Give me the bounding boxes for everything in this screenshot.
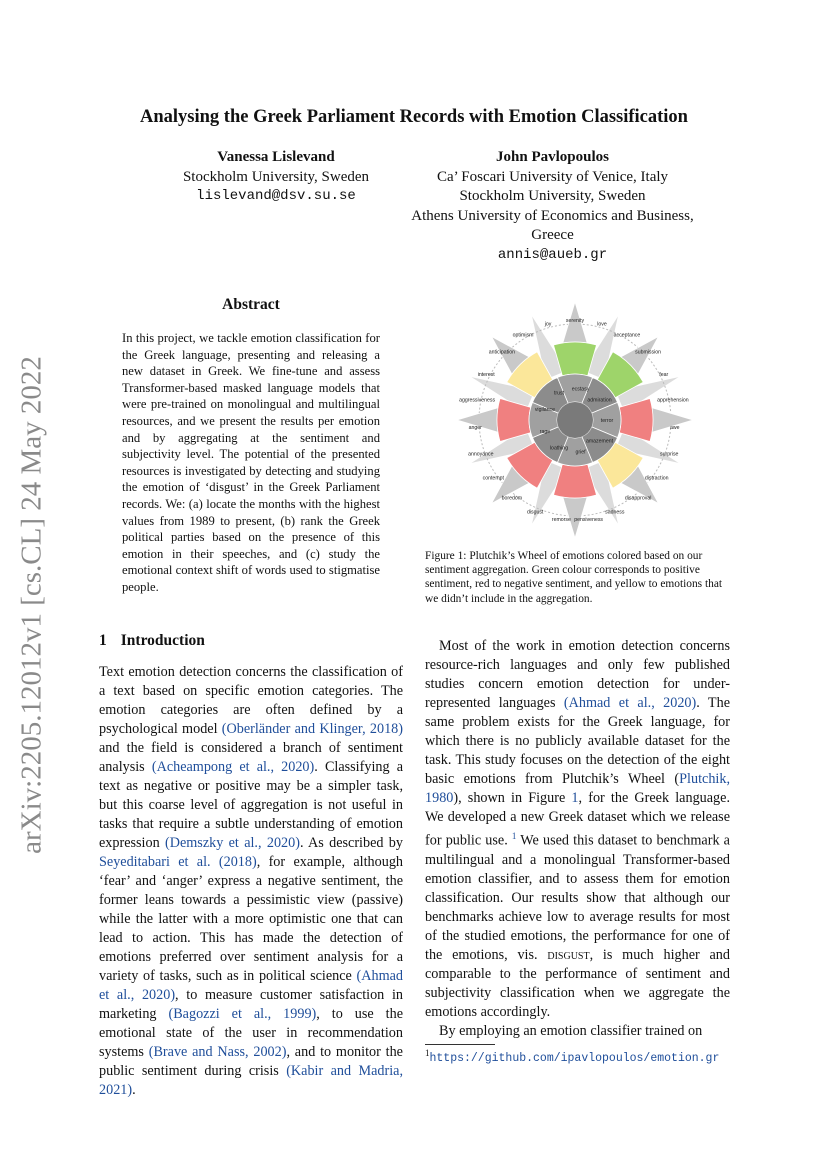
footnote bbox=[425, 1046, 730, 1067]
wheel-label: sadness bbox=[605, 509, 625, 516]
author-block-2 bbox=[390, 148, 715, 265]
footnote-mark: 1 bbox=[425, 1048, 430, 1058]
author-affiliation: Ca’ Foscari University of Venice, Italy bbox=[436, 168, 669, 185]
wheel-core bbox=[557, 402, 593, 438]
footnote-ref[interactable]: 1 bbox=[511, 831, 517, 841]
wheel-label: terror bbox=[600, 418, 614, 424]
citation-link[interactable]: Seyeditabari et al. (2018) bbox=[99, 854, 257, 870]
citation-link[interactable]: 1 bbox=[571, 790, 579, 806]
wheel-label: annoyance bbox=[468, 451, 494, 458]
text-run: . As described by bbox=[299, 835, 403, 851]
right-column bbox=[425, 637, 730, 1041]
text-run: . bbox=[132, 1082, 136, 1098]
figure-caption bbox=[425, 549, 730, 606]
paragraph-intro-right-2: By employing an emotion classifier trained on bbox=[439, 1022, 703, 1039]
wheel-label: serenity bbox=[565, 318, 585, 324]
abstract-text: In this project, we tackle emotion classification for the Greek language, presenting and releasing a new dataset in Greek. We fine-tune and assess Transformer-based masked language models that were pre-trained on monolingual and multilingual resources, and we present the results per emotion and by aggregating at the sentiment and subjectivity level. The potential of the presented resources is investigated by detecting and studying the emotion of ‘disgust’ in the Greek Parliament records. We: (a) locate the months with the highest values from 1989 to present, (b) rank the Greek political parties based on the presence of this emotion in their speeches, and (c) study the emotional context shift of words used to stigmatise people. bbox=[122, 331, 380, 594]
wheel-label: surprise bbox=[659, 451, 679, 458]
emotion-term: disgust bbox=[547, 946, 590, 963]
wheel-label: admiration bbox=[587, 397, 612, 404]
wheel-label: anger bbox=[468, 424, 482, 431]
figure-caption-text: Plutchik’s Wheel of emotions colored based on our sentiment aggregation. Green colour corresponds to positive sentiment, red to negative sentiment, and yellow to emotions that we didn’t include in the aggregation. bbox=[425, 550, 723, 605]
text-run: . Classifying a text as negative or positive may be a simpler task, but this coarse level of aggregation is not useful in tasks that require a subtle understanding of emotion expression bbox=[99, 759, 403, 851]
plutchik-wheel-figure bbox=[455, 300, 695, 540]
author-email: annis@aueb.gr bbox=[497, 246, 608, 263]
paragraph-intro-right bbox=[425, 637, 730, 1022]
wheel-label: loathing bbox=[549, 445, 569, 452]
text-run: . The same problem exists for the Greek language, for which there is no publicly available dataset for the task. This study focuses on the detection of the eight basic emotions from Plutchik’s Wheel ( bbox=[425, 695, 730, 787]
author-affiliation: Greece bbox=[531, 227, 574, 243]
wheel-label: rage bbox=[539, 428, 551, 435]
author-affiliation: Stockholm University, Sweden bbox=[182, 168, 370, 185]
citation-link[interactable]: (Ahmad et al., 2020) bbox=[563, 695, 697, 711]
wheel-label: anticipation bbox=[488, 349, 516, 356]
text-run: Text emotion detection concerns the classification of a text based on specific emotion categories. The emotion categories are often defined by a psychological model bbox=[99, 664, 403, 737]
left-column bbox=[99, 663, 403, 1100]
footnote-url[interactable]: https://github.com/ipavlopoulos/emotion.gr bbox=[429, 1052, 720, 1065]
wheel-label: grief bbox=[575, 449, 586, 456]
author-block-1 bbox=[170, 148, 382, 207]
text-run: and the field is considered a branch of sentiment analysis bbox=[99, 740, 403, 775]
author-affiliation: Stockholm University, Sweden bbox=[459, 188, 646, 204]
text-run: ), shown in Figure bbox=[453, 790, 572, 806]
wheel-label: disgust bbox=[526, 509, 544, 516]
wheel-label: disapproval bbox=[624, 495, 652, 502]
wheel-label: contempt bbox=[482, 475, 504, 482]
author-name: Vanessa Lislevand bbox=[217, 149, 335, 165]
text-run: We used this dataset to benchmark a multilingual and a monolingual Transformer-based emotion classifier, and to assess them for emotion classification. Our results show that although our benchmarks achieve low to average results for most of the studied emotions, the performance for one of the emotions, vis. bbox=[425, 832, 730, 963]
citation-link[interactable]: Plutchik, 1980 bbox=[425, 771, 730, 806]
wheel-label: aggressiveness bbox=[459, 397, 496, 404]
paper-title: Analysing the Greek Parliament Records with Emotion Classification bbox=[140, 107, 688, 127]
author-email: lislevand@dsv.su.se bbox=[196, 188, 356, 204]
wheel-label: vigilance bbox=[534, 407, 556, 414]
wheel-label: acceptance bbox=[613, 332, 641, 339]
text-run: , for example, although ‘fear’ and ‘anger’ express a negative sentiment, the former leans towards a pessimistic view (passive) while the latter with a more optimistic one that can lead to action. This has made the detection of emotions preferred over sentiment analysis for a variety of tasks, such as in political science bbox=[99, 854, 404, 984]
wheel-label: pensiveness bbox=[574, 517, 604, 524]
text-run: , and to monitor the public sentiment during crisis bbox=[99, 1044, 403, 1079]
author-affiliation: Athens University of Economics and Business, bbox=[411, 207, 694, 224]
wheel-label: trust bbox=[553, 390, 565, 397]
abstract-heading: Abstract bbox=[222, 296, 280, 313]
citation-link[interactable]: (Bagozzi et al., 1999) bbox=[168, 1006, 317, 1022]
text-run: , to use the emotional state of the user in recommendation systems bbox=[99, 1006, 403, 1060]
citation-link[interactable]: (Acheampong et al., 2020) bbox=[151, 759, 315, 775]
arxiv-side-identifier: arXiv:2205.12012v1 [cs.CL] 24 May 2022 bbox=[15, 356, 48, 854]
text-run: , is much higher and comparable to the performance of sentiment and subjectivity classification when we aggregate the emotions accordingly. bbox=[425, 946, 730, 1020]
text-run: , to measure customer satisfaction in marketing bbox=[99, 987, 403, 1022]
wheel-label: fear bbox=[659, 371, 669, 378]
wheel-label: joy bbox=[544, 321, 552, 328]
text-run: , for the Greek language. We developed a new Greek dataset which we release for public use. bbox=[425, 790, 730, 849]
wheel-label: love bbox=[597, 321, 607, 328]
wheel-label: optimism bbox=[512, 332, 534, 339]
wheel-label: submission bbox=[635, 349, 662, 356]
wheel-label: ecstasy bbox=[571, 386, 590, 393]
citation-link[interactable]: (Oberländer and Klinger, 2018) bbox=[221, 721, 403, 737]
paragraph-intro-left bbox=[99, 663, 403, 1100]
citation-link[interactable]: (Kabir and Madria, 2021) bbox=[99, 1063, 403, 1098]
section-number: 1 bbox=[99, 632, 107, 649]
wheel-label: amazement bbox=[585, 438, 614, 445]
text-run: Most of the work in emotion detection concerns resource-rich languages and only few published studies concern emotion detection for under-represented languages bbox=[425, 638, 730, 711]
footnote-rule bbox=[425, 1044, 495, 1045]
figure-caption-label: Figure 1: bbox=[425, 550, 467, 562]
wheel-label: awe bbox=[670, 424, 680, 431]
citation-link[interactable]: (Brave and Nass, 2002) bbox=[148, 1044, 287, 1060]
wheel-label: distraction bbox=[644, 475, 669, 482]
author-name: John Pavlopoulos bbox=[496, 149, 609, 165]
wheel-label: boredom bbox=[501, 495, 523, 502]
section-title: Introduction bbox=[120, 632, 205, 649]
citation-link[interactable]: (Demszky et al., 2020) bbox=[165, 835, 300, 851]
wheel-label: remorse bbox=[551, 517, 571, 524]
section-heading bbox=[99, 632, 219, 650]
citation-link[interactable]: (Ahmad et al., 2020) bbox=[99, 968, 403, 1003]
wheel-label: apprehension bbox=[657, 397, 689, 404]
wheel-label: interest bbox=[477, 371, 495, 378]
